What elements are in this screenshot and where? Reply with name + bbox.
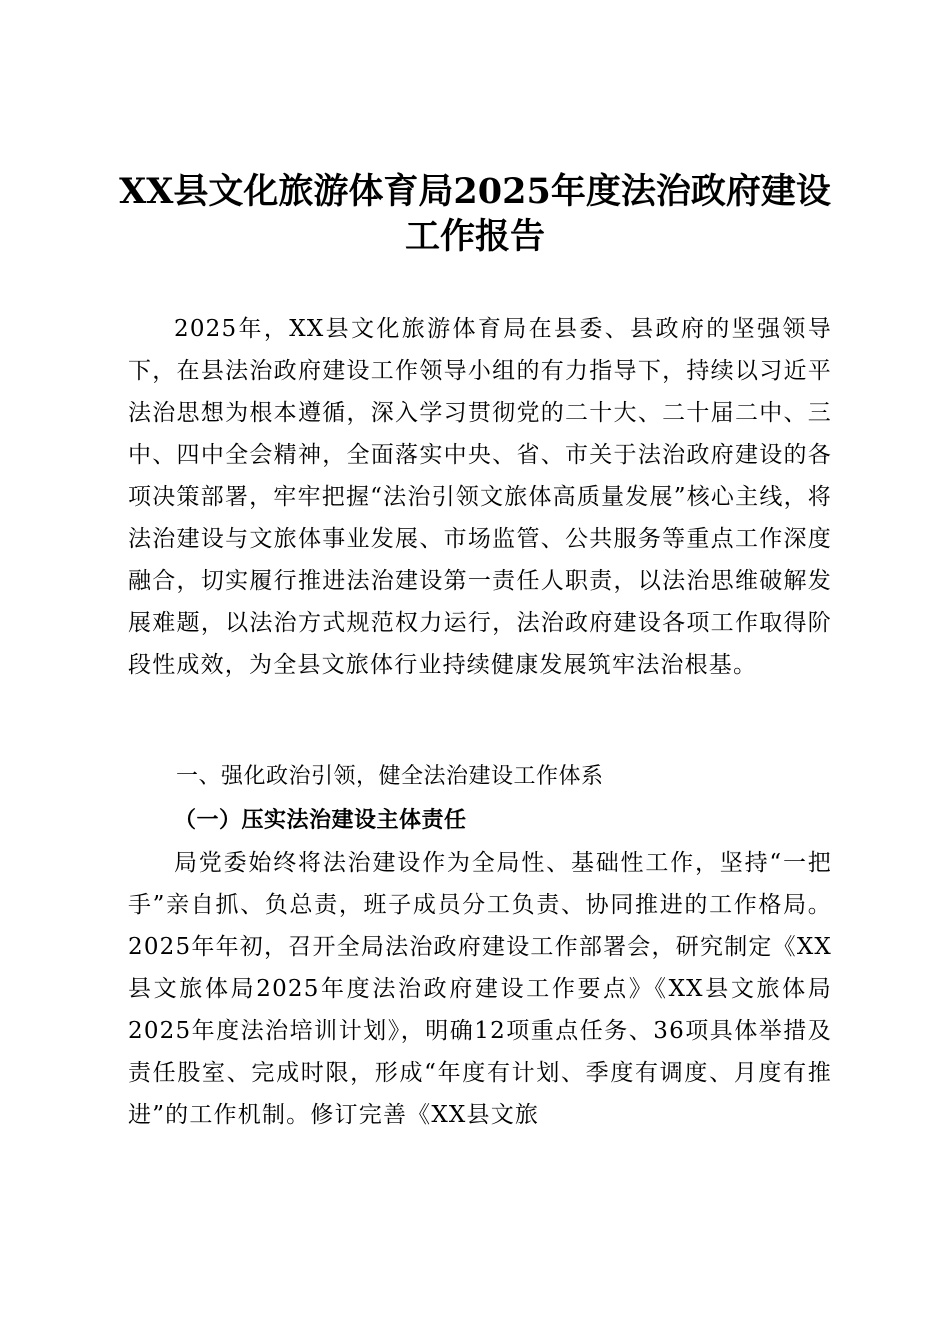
intro-paragraph: 2025年，XX县文化旅游体育局在县委、县政府的坚强领导下，在县法治政府建设工作领导小组的有力指导下，持续以习近平法治思想为根本遵循，深入学习贯彻党的二十大、二十届二中、三中、四中全会精神，全面落实中央、省、市关于法治政府建设的各项决策部署，牢牢把握“法治引领文旅体高质量发展”核心主线，将法治建设与文旅体事业发展、市场监管、公共服务等重点工作深度融合，切实履行推进法治建设第一责任人职责，以法治思维破解发展难题，以法治方式规范权力运行，法治政府建设各项工作取得阶段性成效，为全县文旅体行业持续健康发展筑牢法治根基。 [128,316,832,678]
subsection-paragraph-1: 局党委始终将法治建设作为全局性、基础性工作，坚持“一把手”亲自抓、负总责，班子成员分工负责、协同推进的工作格局。2025年年初，召开全局法治政府建设工作部署会，研究制定《XX县文旅体局2025年度法治政府建设工作要点》《XX县文旅体局2025年度法治培训计划》，明确12项重点任务、36项具体举措及责任股室、完成时限，形成“年度有计划、季度有调度、月度有推进”的工作机制。修订完善《XX县文旅 [128,850,832,1128]
section-heading-1: 一、强化政治引领，健全法治建设工作体系 [176,764,604,789]
subsection-heading-1: （一）压实法治建设主体责任 [174,807,467,833]
document-title-line-2: 工作报告 [404,216,545,257]
document-title-line-1: XX县文化旅游体育局2025年度法治政府建设 [119,171,831,212]
